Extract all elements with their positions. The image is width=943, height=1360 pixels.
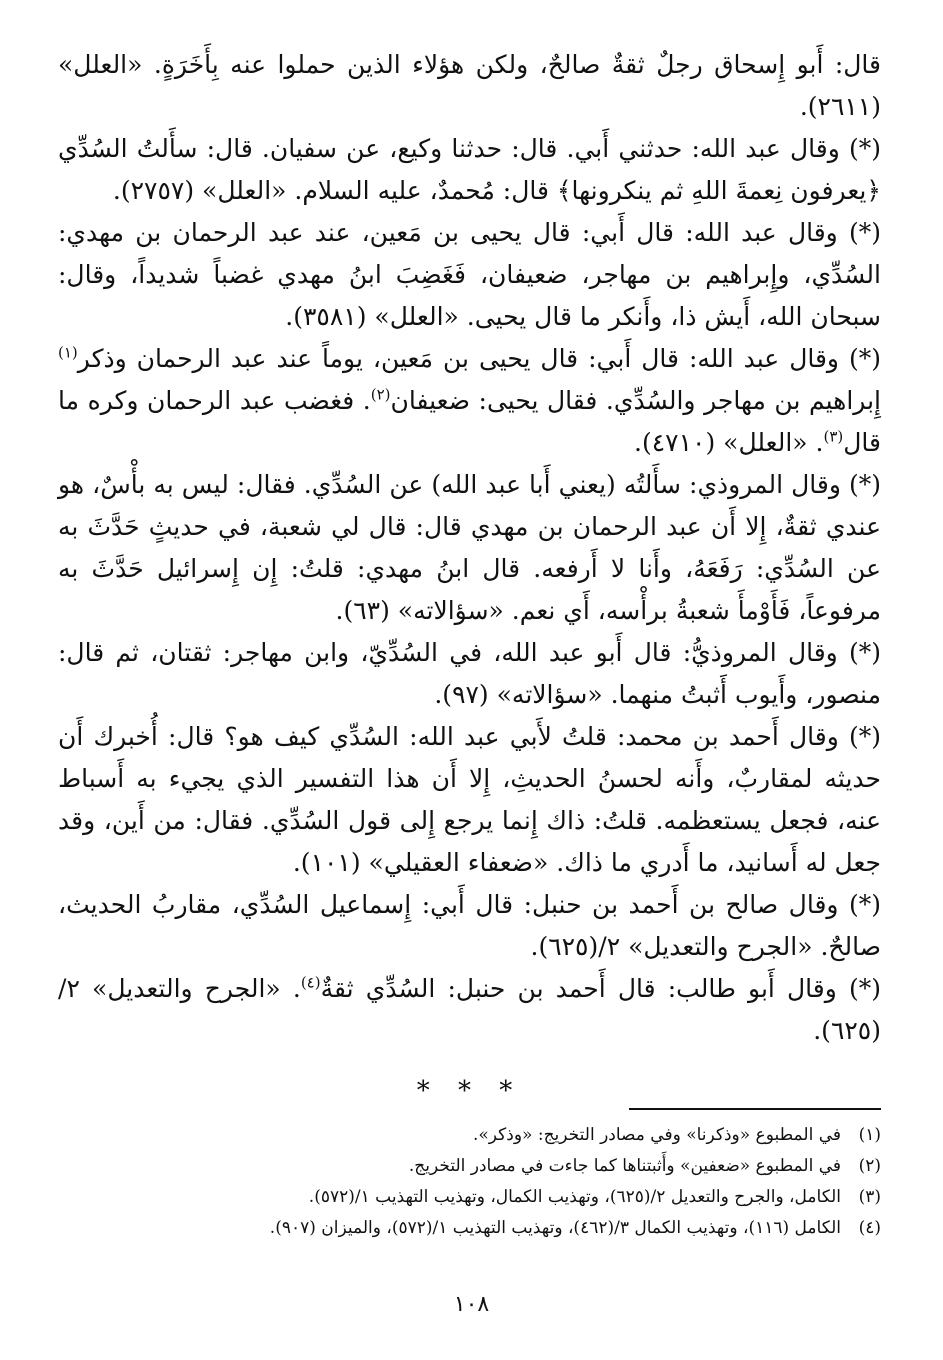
footnote-text: الكامل (١١٦)، وتهذيب الكمال ٣/(٤٦٢)، وتهذيب التهذيب ١/(٥٧٢)، والميزان (٩٠٧). (269, 1218, 841, 1238)
footnote-text: في المطبوع «وذكرنا» وفي مصادر التخريج: «وذكر». (472, 1125, 841, 1145)
footnote-ref[interactable]: (٣) (823, 427, 844, 446)
paragraph-segment: (*) وقال أَبو طالب: قال أَحمد بن حنبل: السُدِّي ثقةٌ (320, 974, 881, 1003)
footnote (70, 1213, 881, 1244)
footnote-ref[interactable]: (١) (58, 343, 78, 362)
paragraph-segment: إِبراهيم بن مهاجر والسُدِّي. فقال يحيى: ضعيفان (390, 386, 881, 415)
section-separator: * * * (416, 1076, 523, 1106)
footnote-number: (٣) (858, 1187, 881, 1207)
paragraph: قال: أَبو إِسحاق رجلٌ ثقةٌ صالحٌ، ولكن هؤلاء الذين حملوا عنه بِأَخَرَةٍ. «العلل» (٢٦١١). (58, 50, 881, 121)
paragraph: (*) وقال عبد الله: قال أَبي: قال يحيى بن مَعين، عند عبد الرحمان بن مهدي: السُدِّي، وإِبراهيم بن مهاجر، ضعيفان، فَغَضِبَ ابنُ مهدي غضباً شديداً، وقال: سبحان الله، أَيش ذا، وأَنكر ما قال يحيى. «العلل» (٣٥٨١). (58, 218, 881, 331)
paragraph: (*) وقال أَحمد بن محمد: قلتُ لأَبي عبد الله: السُدِّي كيف هو؟ قال: أُخبرك أَن حديثه لمقاربٌ، وأَنه لحسنُ الحديثِ، إِلا أَن هذا التفسير الذي يجيء به أَسباط عنه، فجعل يستعظمه. قلتُ: ذاك إِنما يرجع إِلى قول السُدِّي. فقال: من أَين، وقد جعل له أَسانيد، ما أَدري ما ذاك. «ضعفاء العقيلي» (١٠١). (58, 722, 881, 877)
page-number: ١٠٨ (453, 1292, 490, 1317)
paragraph-with-footnotes (58, 968, 881, 1052)
footnote-text: في المطبوع «ضعفين» وأَثبتناها كما جاءت في مصادر التخريج. (408, 1156, 841, 1176)
paragraph-segment: . فغضب عبد الرحمان وكره ما قال (58, 386, 881, 457)
footnotes (70, 1120, 881, 1244)
paragraph: (*) وقال المروذيُّ: قال أَبو عبد الله، في السُدِّيّ، وابن مهاجر: ثقتان، ثم قال: منصور، وأَيوب أَثبتُ منهما. «سؤالاته» (٩٧). (58, 638, 881, 709)
footnote-rule (629, 1108, 881, 1110)
paragraph-with-footnotes (58, 338, 881, 464)
footnote (70, 1151, 881, 1182)
footnote-text: الكامل، والجرح والتعديل ٢/(٦٢٥)، وتهذيب الكمال، وتهذيب التهذيب ١/(٥٧٢). (308, 1187, 841, 1207)
footnote (70, 1182, 881, 1213)
footnote-number: (١) (858, 1125, 881, 1145)
footnote-number: (٢) (858, 1156, 881, 1176)
paragraph: (*) وقال المروذي: سأَلتُه (يعني أَبا عبد الله) عن السُدِّي. فقال: ليس به بأْسٌ، هو عندي ثقةٌ، إِلا أَن عبد الرحمان بن مهدي قال: قال لي شعبة، في حديثٍ حَدَّثَ به عن السُدِّي: رَفَعَهُ، وأَنا لا أَرفعه. قال ابنُ مهدي: قلتُ: إِن إِسرائيل حَدَّثَ به مرفوعاً، فَأَوْمأَ شعبةُ برأْسه، أَي نعم. «سؤالاته» (٦٣). (58, 470, 881, 625)
paragraph: (*) وقال عبد الله: حدثني أَبي. قال: حدثنا وكيع، عن سفيان. قال: سأَلتُ السُدِّي ﴿يعرفون نِعمةَ اللهِ ثم ينكرونها﴾ قال: مُحمدٌ، عليه السلام. «العلل» (٢٧٥٧). (58, 134, 881, 205)
paragraph-segment: . «العلل» (٤٧١٠). (634, 428, 824, 457)
paragraph-segment: . «الجرح والتعديل» ٢/ (٦٢٥). (58, 974, 881, 1045)
main-text (58, 44, 881, 1112)
footnote (70, 1120, 881, 1151)
footnote-ref[interactable]: (٤) (300, 973, 321, 992)
paragraph: (*) وقال صالح بن أَحمد بن حنبل: قال أَبي: إِسماعيل السُدِّي، مقاربُ الحديث، صالحٌ. «الجرح والتعديل» ٢/(٦٢٥). (58, 890, 881, 961)
footnote-number: (٤) (858, 1218, 881, 1238)
footnote-ref[interactable]: (٢) (370, 385, 391, 404)
paragraph-segment: (*) وقال عبد الله: قال أَبي: قال يحيى بن مَعين، يوماً عند عبد الرحمان وذكر (77, 344, 881, 373)
